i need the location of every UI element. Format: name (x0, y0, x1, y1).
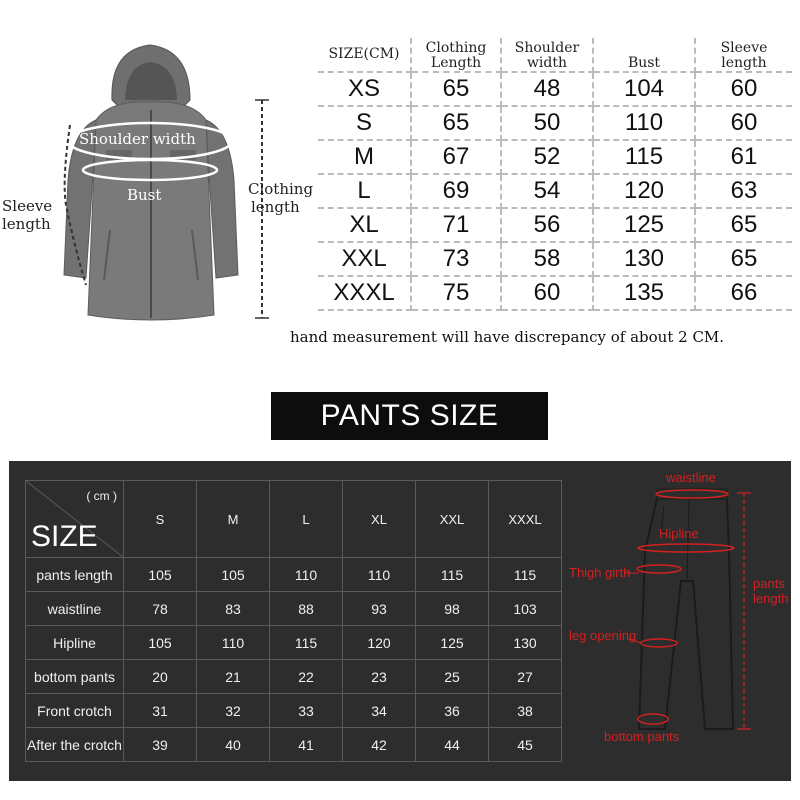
table-row (26, 694, 562, 728)
pants-panel (9, 461, 791, 781)
table-cell: 25 (416, 660, 489, 694)
table-cell: 110 (197, 626, 270, 660)
table-cell: 45 (489, 728, 562, 762)
pants-diagram (569, 461, 791, 781)
table-cell: 65 (695, 242, 792, 276)
table-cell: 103 (489, 592, 562, 626)
table-cell: 60 (501, 276, 593, 310)
table-cell: 65 (695, 208, 792, 242)
table-cell: 105 (124, 558, 197, 592)
table-cell: 54 (501, 174, 593, 208)
leg-opening-label: leg opening (569, 628, 637, 643)
table-cell: 125 (416, 626, 489, 660)
table-cell: 48 (501, 72, 593, 106)
table-cell: 104 (593, 72, 695, 106)
table-cell: 110 (593, 106, 695, 140)
table-cell: 78 (124, 592, 197, 626)
table-cell: 66 (695, 276, 792, 310)
header-shoulder-width: Shoulder width (501, 38, 593, 72)
table-cell: 130 (593, 242, 695, 276)
table-cell: 20 (124, 660, 197, 694)
table-cell: 41 (270, 728, 343, 762)
size-cell: XXXL (318, 276, 411, 310)
hipline-label: Hipline (659, 526, 699, 541)
table-cell: 65 (411, 106, 501, 140)
size-cell: S (318, 106, 411, 140)
table-cell: 38 (489, 694, 562, 728)
waistline-label: waistline (666, 470, 716, 485)
table-cell: 33 (270, 694, 343, 728)
table-cell: 69 (411, 174, 501, 208)
table-cell: 135 (593, 276, 695, 310)
table-cell: 56 (501, 208, 593, 242)
table-cell: 120 (593, 174, 695, 208)
table-cell: 63 (695, 174, 792, 208)
table-cell: 34 (343, 694, 416, 728)
size-cell: XL (318, 208, 411, 242)
table-cell: 52 (501, 140, 593, 174)
table-row (318, 140, 792, 174)
table-cell: 60 (695, 72, 792, 106)
size-cell: L (318, 174, 411, 208)
row-label: waistline (26, 592, 124, 626)
thigh-girth-label: Thigh girth (569, 565, 631, 580)
table-cell: 115 (593, 140, 695, 174)
table-cell: 105 (124, 626, 197, 660)
table-row (318, 174, 792, 208)
size-header: S (124, 481, 197, 558)
table-cell: 115 (489, 558, 562, 592)
table-cell: 73 (411, 242, 501, 276)
table-cell: 105 (197, 558, 270, 592)
table-cell: 115 (270, 626, 343, 660)
jacket-diagram (0, 30, 330, 340)
size-header: M (197, 481, 270, 558)
table-row (318, 276, 792, 310)
table-cell: 50 (501, 106, 593, 140)
bottom-pants-label: bottom pants (604, 729, 680, 744)
table-row (26, 728, 562, 762)
jacket-table-header (318, 38, 792, 72)
table-cell: 32 (197, 694, 270, 728)
table-cell: 58 (501, 242, 593, 276)
clothing-length-line-1: Clothing (248, 180, 314, 198)
table-cell: 42 (343, 728, 416, 762)
table-row (318, 242, 792, 276)
size-corner-cell (26, 481, 124, 558)
table-cell: 39 (124, 728, 197, 762)
row-label: pants length (26, 558, 124, 592)
pants-length-line-1: pants (753, 576, 785, 591)
table-cell: 23 (343, 660, 416, 694)
size-cell: XXL (318, 242, 411, 276)
table-cell: 130 (489, 626, 562, 660)
sleeve-length-line-2: length (2, 215, 51, 233)
size-header: XL (343, 481, 416, 558)
table-cell: 71 (411, 208, 501, 242)
table-row (26, 592, 562, 626)
size-header: L (270, 481, 343, 558)
table-row (318, 106, 792, 140)
pants-size-table (25, 480, 562, 762)
table-row (26, 558, 562, 592)
header-bust: Bust (593, 38, 695, 72)
row-label: Front crotch (26, 694, 124, 728)
header-size: SIZE(CM) (318, 38, 411, 72)
table-cell: 65 (411, 72, 501, 106)
bust-label: Bust (127, 186, 162, 204)
table-row (26, 626, 562, 660)
table-cell: 67 (411, 140, 501, 174)
size-header: XXL (416, 481, 489, 558)
row-label: bottom pants (26, 660, 124, 694)
sleeve-length-line-1: Sleeve (2, 197, 53, 215)
table-cell: 31 (124, 694, 197, 728)
table-cell: 120 (343, 626, 416, 660)
measurement-note: hand measurement will have discrepancy of about 2 CM. (290, 328, 725, 346)
clothing-length-label (248, 180, 313, 216)
clothing-length-line-2: length (251, 198, 300, 216)
pants-size-title: PANTS SIZE (271, 392, 548, 440)
table-cell: 110 (270, 558, 343, 592)
table-cell: 21 (197, 660, 270, 694)
table-cell: 110 (343, 558, 416, 592)
table-cell: 125 (593, 208, 695, 242)
size-cell: M (318, 140, 411, 174)
jacket-size-table (318, 38, 792, 311)
pants-length-label (753, 576, 788, 606)
table-cell: 93 (343, 592, 416, 626)
size-label: SIZE (31, 520, 98, 553)
table-cell: 98 (416, 592, 489, 626)
table-cell: 60 (695, 106, 792, 140)
table-cell: 115 (416, 558, 489, 592)
table-cell: 36 (416, 694, 489, 728)
pants-outline (569, 461, 791, 781)
table-row (26, 660, 562, 694)
shoulder-width-label: Shoulder width (79, 130, 196, 148)
table-cell: 22 (270, 660, 343, 694)
table-row (318, 72, 792, 106)
table-cell: 88 (270, 592, 343, 626)
unit-label: ( cm ) (86, 489, 117, 503)
size-cell: XS (318, 72, 411, 106)
table-cell: 27 (489, 660, 562, 694)
sleeve-length-label (2, 197, 52, 233)
header-sleeve-length: Sleeve length (695, 38, 792, 72)
row-label: After the crotch (26, 728, 124, 762)
table-cell: 83 (197, 592, 270, 626)
header-clothing-length: Clothing Length (411, 38, 501, 72)
table-cell: 75 (411, 276, 501, 310)
table-cell: 61 (695, 140, 792, 174)
pants-length-line-2: length (753, 591, 789, 606)
pants-table-header (26, 481, 562, 558)
table-row (318, 208, 792, 242)
row-label: Hipline (26, 626, 124, 660)
table-cell: 44 (416, 728, 489, 762)
table-cell: 40 (197, 728, 270, 762)
size-header: XXXL (489, 481, 562, 558)
